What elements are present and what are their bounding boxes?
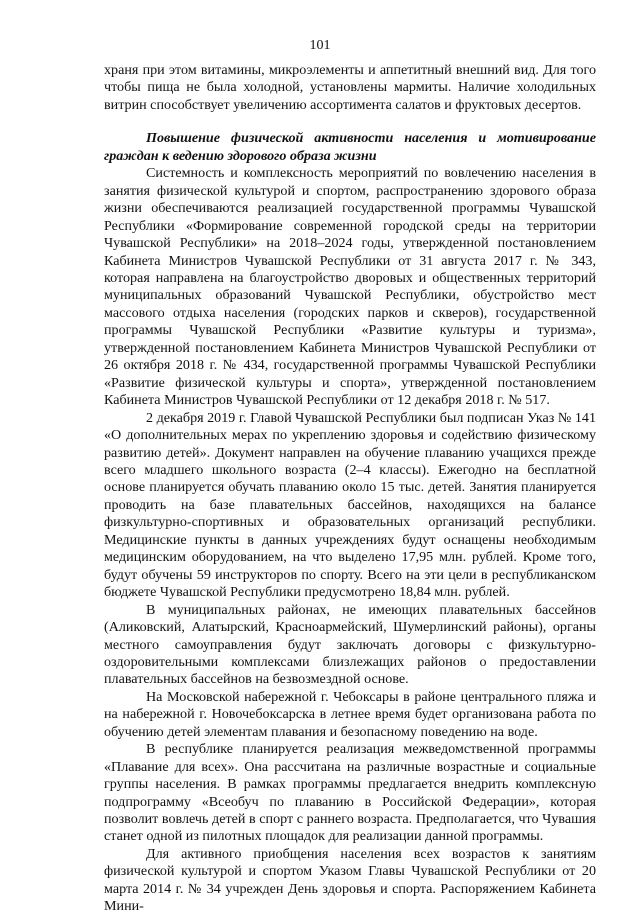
- paragraph-continuation: храня при этом витамины, микроэлементы и аппетитный внешний вид. Для того чтобы пища не была холодной, установлены мармиты. Наличие холодильных витрин способствует увеличению ассортимента салатов и фруктовых десертов.: [104, 62, 596, 113]
- page-number: 101: [309, 38, 331, 53]
- document-body: [104, 62, 596, 916]
- paragraph: Для активного приобщения населения всех возрастов к занятиям физической культурой и спортом Указом Главы Чувашской Республики от 20 марта 2014 г. № 34 учрежден День здоровья и спорта. Распоряжением Кабинета Мини-: [104, 845, 596, 915]
- paragraph: В муниципальных районах, не имеющих плавательных бассейнов (Аликовский, Алатырский, Красноармейский, Шумерлинский районы), органы местного самоуправления будут заключать договоры с физкультурно-оздоровительными комплексами близлежащих районов о предоставлении плавательных бассейнов на безвозмездной основе.: [104, 601, 596, 688]
- section-heading: Повышение физической активности населения и мотивирование граждан к ведению здорового образа жизни: [104, 130, 596, 164]
- paragraph: На Московской набережной г. Чебоксары в районе центрального пляжа и на набережной г. Новочебоксарска в летнее время будет организована работа по обучению детей элементам плавания и безопасному поведению на воде.: [104, 688, 596, 740]
- paragraph: Системность и комплексность мероприятий по вовлечению населения в занятия физической культурой и спортом, распространению здорового образа жизни обеспечиваются реализацией государственной программы Чувашской Республики «Формирование современной городской среды на территории Чувашской Республики» на 2018–2024 годы, утвержденной постановлением Кабинета Министров Чувашской Республики от 31 августа 2017 г. № 343, которая направлена на благоустройство дворовых и общественных территорий муниципальных образований Чувашской Республики, обустройство мест массового отдыха населения (городских парков и скверов), государственной программы Чувашской Республики «Развитие культуры и туризма», утвержденной постановлением Кабинета Министров Чувашской Республики от 26 октября 2018 г. № 434, государственной программы Чувашской Республики «Развитие физической культуры и спорта», утвержденной постановлением Кабинета Министров Чувашской Республики от 12 декабря 2018 г. № 517.: [104, 165, 596, 409]
- paragraph: В республике планируется реализация межведомственной программы «Плавание для всех». Она рассчитана на различные возрастные и социальные группы населения. В рамках программы предлагается внедрить комплексную подпрограмму «Всеобуч по плаванию в Российской Федерации», которая позволит вовлечь детей в спорт с раннего возраста. Предполагается, что Чувашия станет одной из пилотных площадок для реализации данной программы.: [104, 741, 596, 845]
- paragraph: 2 декабря 2019 г. Главой Чувашской Республики был подписан Указ № 141 «О дополнительных мерах по укреплению здоровья и содействию физическому развитию детей». Документ направлен на обучение плаванию учащихся прежде всего младшего школьного возраста (2–4 классы). Ежегодно на бесплатной основе планируется обучать плаванию около 15 тыс. детей. Занятия планируется проводить на базе плавательных бассейнов, находящихся на балансе физкультурно-спортивных и образовательных организаций республики. Медицинские пункты в данных учреждениях будут оснащены необходимым медицинским оборудованием, на что выделено 17,95 млн. рублей. Кроме того, будут обучены 59 инструкторов по спорту. Всего на эти цели в республиканском бюджете Чувашской Республики предусмотрено 18,84 млн. рублей.: [104, 409, 596, 601]
